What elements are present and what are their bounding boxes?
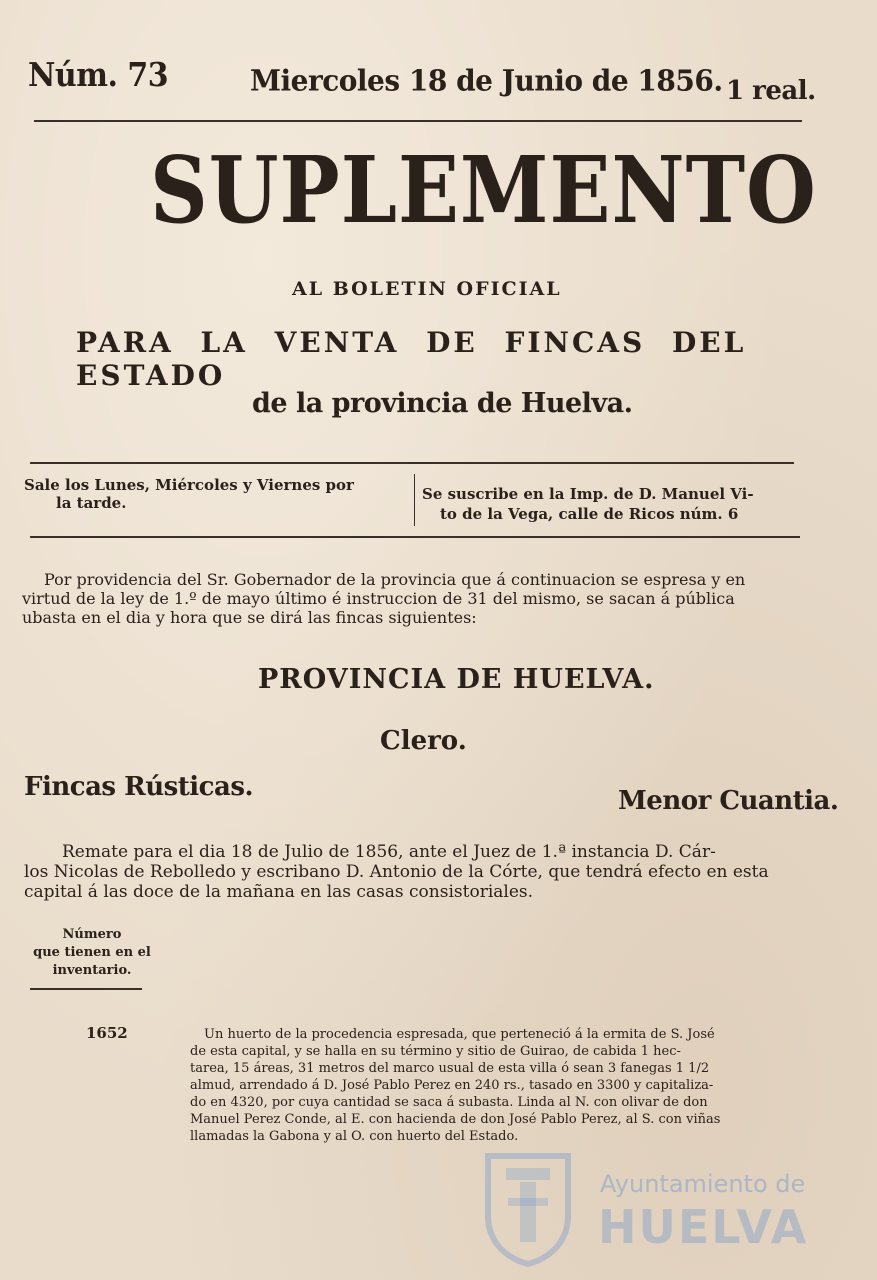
issue-date: Miercoles 18 de Junio de 1856.: [250, 63, 723, 98]
lot-line: Un huerto de la procedencia espresada, que perteneció á la ermita de S. José: [204, 1027, 715, 1042]
watermark-emblem-icon: [480, 1150, 576, 1268]
intro-line: Por providencia del Sr. Gobernador de la provincia que á continuacion se espresa y en: [44, 570, 746, 589]
lot-line: do en 4320, por cuya cantidad se saca á subasta. Linda al N. con olivar de don: [190, 1095, 708, 1110]
intro-line: virtud de la ley de 1.º de mayo último é instruccion de 31 del mismo, se sacan á pública: [22, 589, 735, 608]
category-right-heading: Menor Cuantia.: [618, 786, 839, 816]
header-rule: [34, 120, 802, 122]
auction-line: Remate para el dia 18 de Julio de 1856, ante el Juez de 1.ª instancia D. Cár-: [62, 842, 716, 862]
schedule-line: Sale los Lunes, Miércoles y Viernes por: [24, 476, 354, 494]
masthead-subtitle-2: PARA LA VENTA DE FINCAS DEL ESTADO: [76, 326, 747, 392]
auction-paragraph: [24, 842, 802, 902]
issue-price: 1 real.: [726, 76, 816, 106]
publication-schedule: [24, 476, 414, 512]
subscription-info: [422, 484, 794, 524]
schedule-line: la tarde.: [56, 494, 127, 512]
section-heading: Clero.: [380, 726, 467, 756]
lot-line: Manuel Perez Conde, al E. con hacienda de don José Pablo Perez, al S. con viñas: [190, 1112, 721, 1127]
inventory-column-header: [30, 926, 154, 980]
info-bottom-rule: [30, 536, 800, 538]
subscription-line: to de la Vega, calle de Ricos núm. 6: [440, 505, 739, 523]
lot-line: almud, arrendado á D. José Pablo Perez en 240 rs., tasado en 3300 y capitaliza-: [190, 1078, 714, 1093]
auction-line: capital á las doce de la mañana en las casas consistoriales.: [24, 882, 534, 902]
issue-number: Núm. 73: [28, 56, 169, 95]
watermark-line-2: HUELVA: [598, 1200, 809, 1254]
category-left-heading: Fincas Rústicas.: [24, 772, 254, 802]
watermark-line-1: Ayuntamiento de: [600, 1170, 806, 1198]
lot-line: de esta capital, y se halla en su término y sitio de Guirao, de cabida 1 hec-: [190, 1044, 681, 1059]
lot-description: [190, 1026, 802, 1145]
province-heading: PROVINCIA DE HUELVA.: [258, 664, 655, 695]
lot-number: 1652: [86, 1024, 128, 1042]
inventory-header-line: que tienen en el: [33, 945, 151, 960]
lot-line: llamadas la Gabona y al O. con huerto del Estado.: [190, 1129, 519, 1144]
inventory-header-line: Número: [62, 927, 122, 942]
masthead-subtitle-3: de la provincia de Huelva.: [252, 388, 633, 419]
info-divider: [414, 474, 415, 526]
inventory-header-rule: [30, 988, 142, 990]
auction-line: los Nicolas de Rebolledo y escribano D. Antonio de la Córte, que tendrá efecto en esta: [24, 862, 769, 882]
masthead-title: SUPLEMENTO: [150, 135, 817, 245]
masthead-subtitle-1: AL BOLETIN OFICIAL: [292, 278, 562, 300]
inventory-header-line: inventario.: [52, 963, 132, 978]
info-top-rule: [30, 462, 794, 464]
subscription-line: Se suscribe en la Imp. de D. Manuel Vi-: [422, 485, 754, 503]
intro-line: ubasta en el dia y hora que se dirá las fincas siguientes:: [22, 608, 477, 627]
lot-line: tarea, 15 áreas, 31 metros del marco usual de esta villa ó sean 3 fanegas 1 1/2: [190, 1061, 710, 1076]
intro-paragraph: [22, 570, 802, 627]
